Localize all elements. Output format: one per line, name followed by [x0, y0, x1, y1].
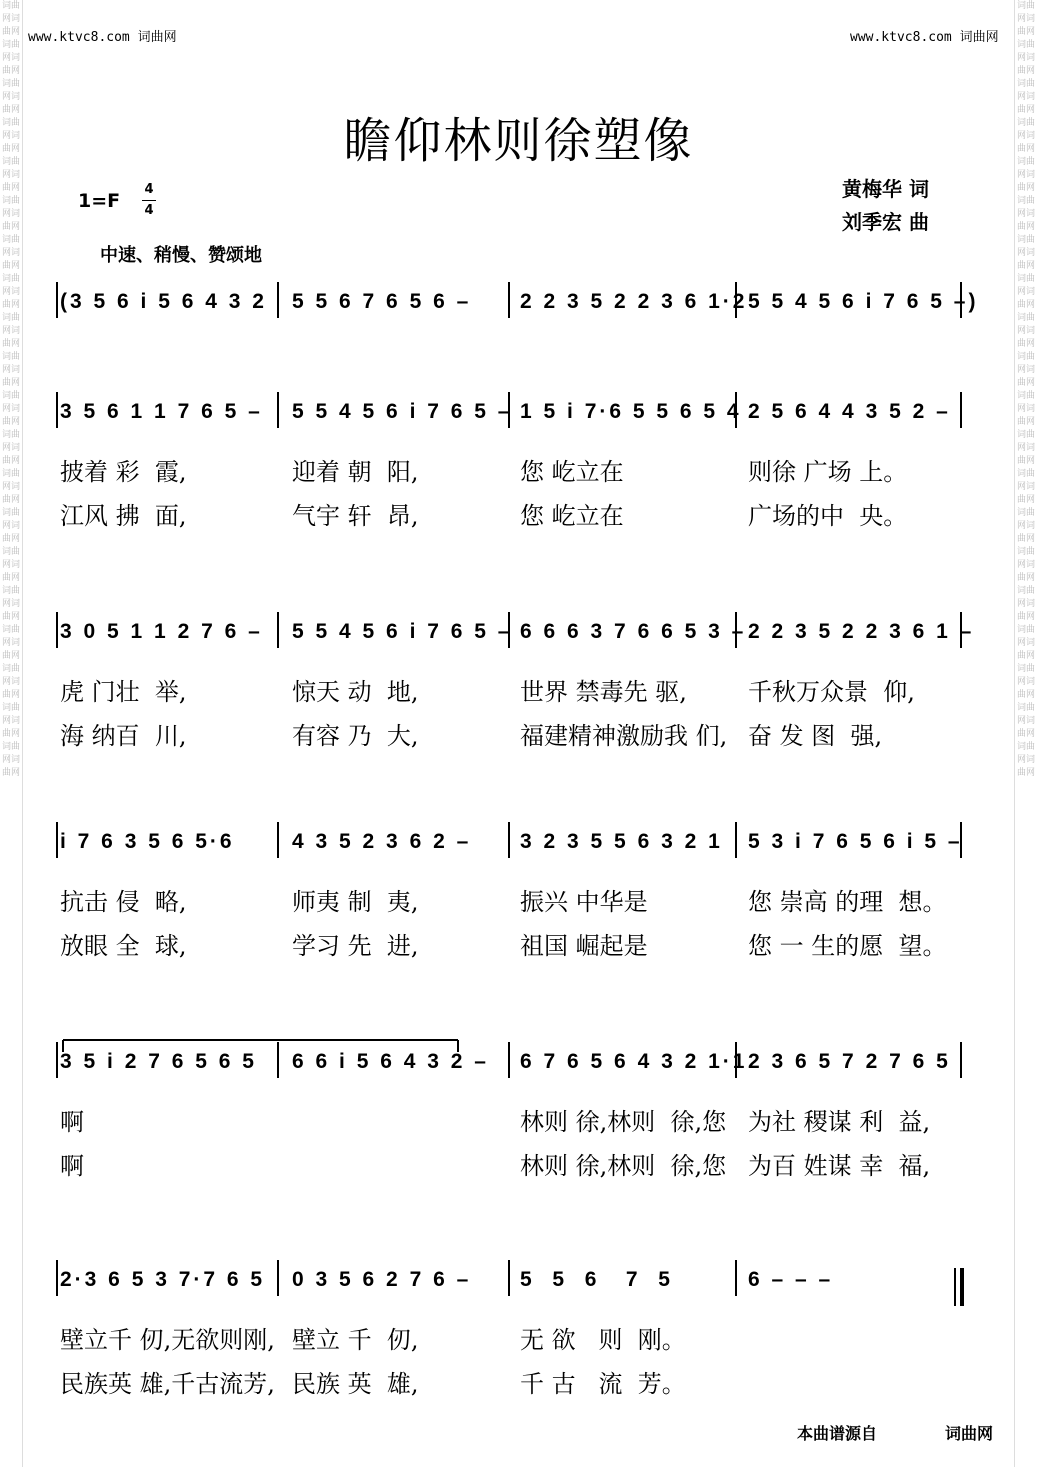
lyric-line-2: 江风 拂 面, — [60, 502, 187, 530]
watermark-url-right[interactable]: www.ktvc8.com 词曲网 — [850, 30, 999, 45]
measure-notes: 5 5 4 5 6 i 7 6 5 –) — [748, 290, 979, 313]
measure-notes: 6 – – – — [748, 1268, 834, 1291]
measure-notes: 5 3 i 7 6 5 6 i 5 – — [748, 830, 963, 853]
lyric-line-1: 世界 禁毒先 驱, — [520, 678, 687, 706]
left-watermark-strip: 词曲网词曲网词曲网词曲网词曲网词曲网词曲网词曲网词曲网词曲网词曲网词曲网词曲网词曲网词曲网词曲网词曲网词曲网词曲网词曲网词曲网词曲网词曲网词曲网词曲网词曲网词曲网词曲网词曲网词曲网词曲网词曲网词曲网词曲网词曲网词曲网词曲网词曲网词曲网词曲网 — [2, 1, 20, 778]
lyricist-credit: 黄梅华 词 — [842, 177, 929, 201]
time-signature-bottom: 4 — [144, 203, 154, 218]
lyric-line-1: 千秋万众景 仰, — [748, 678, 915, 706]
lyric-line-2: 您 屹立在 — [520, 502, 624, 530]
footer-source: 本曲谱源自 — [797, 1424, 878, 1443]
lyric-line-1: 您 崇高 的理 想。 — [748, 888, 947, 916]
lyric-line-2: 学习 先 进, — [292, 932, 419, 960]
key-signature: 1=F — [78, 190, 121, 212]
measure-notes: 6 6 i 5 6 4 3 2 – — [292, 1050, 489, 1073]
measure-notes: 5 5 6 7 5 — [520, 1268, 673, 1291]
measure-notes: 5 5 4 5 6 i 7 6 5 – — [292, 400, 513, 423]
lyric-line-1: 师夷 制 夷, — [292, 888, 419, 916]
tempo-marking: 中速、稍慢、赞颂地 — [100, 245, 262, 266]
measure-notes: 0 3 5 6 2 7 6 – — [292, 1268, 472, 1291]
measure-notes: (3 5 6 i 5 6 4 3 2 — [60, 290, 267, 313]
measure-notes: 2·3 6 5 3 7·7 6 5 — [60, 1268, 266, 1291]
lyric-line-2: 为百 姓谋 幸 福, — [748, 1152, 931, 1180]
lyric-line-2: 千 古 流 芳。 — [520, 1370, 686, 1398]
lyric-line-1: 壁立 千 仞, — [292, 1326, 419, 1354]
watermark-url-left[interactable]: www.ktvc8.com 词曲网 — [28, 30, 177, 45]
measure-notes: i 7 6 3 5 6 5·6 — [60, 830, 235, 853]
measure-notes: 1 5 i 7·6 5 5 6 5 4 — [520, 400, 742, 423]
lyric-line-1: 啊 — [60, 1108, 84, 1136]
measure-notes: 3 2 3 5 5 6 3 2 1 — [520, 830, 723, 853]
lyric-line-1: 迎着 朝 阳, — [292, 458, 419, 486]
lyric-line-2: 民族 英 雄, — [292, 1370, 419, 1398]
lyric-line-2: 有容 乃 大, — [292, 722, 419, 750]
lyric-line-1: 为社 稷谋 利 益, — [748, 1108, 931, 1136]
lyric-line-1: 无 欲 则 刚。 — [520, 1326, 686, 1354]
lyric-line-2: 广场的中 央。 — [748, 502, 908, 530]
lyric-line-1: 披着 彩 霞, — [60, 458, 187, 486]
composer-credit: 刘季宏 曲 — [842, 210, 929, 234]
time-signature-top: 4 — [144, 182, 154, 197]
measure-notes: 3 0 5 1 1 2 7 6 – — [60, 620, 263, 643]
measure-notes: 6 7 6 5 6 4 3 2 1·1 — [520, 1050, 748, 1073]
measure-notes: 3 5 6 1 1 7 6 5 – — [60, 400, 263, 423]
lyric-line-2: 您 一 生的愿 望。 — [748, 932, 947, 960]
lyric-line-1: 抗击 侵 略, — [60, 888, 187, 916]
right-watermark-strip: 词曲网词曲网词曲网词曲网词曲网词曲网词曲网词曲网词曲网词曲网词曲网词曲网词曲网词曲网词曲网词曲网词曲网词曲网词曲网词曲网词曲网词曲网词曲网词曲网词曲网词曲网词曲网词曲网词曲网词曲网词曲网词曲网词曲网词曲网词曲网词曲网词曲网词曲网词曲网词曲网 — [1017, 1, 1035, 778]
lyric-line-2: 气宇 轩 昂, — [292, 502, 419, 530]
measure-notes: 2 3 6 5 7 2 7 6 5 — [748, 1050, 951, 1073]
measure-notes: 4 3 5 2 3 6 2 – — [292, 830, 472, 853]
footer-site[interactable]: 词曲网 — [945, 1424, 994, 1443]
measure-notes: 2 5 6 4 4 3 5 2 – — [748, 400, 951, 423]
lyric-line-1: 您 屹立在 — [520, 458, 624, 486]
lyric-line-1: 壁立千 仞,无欲则刚, — [60, 1326, 275, 1354]
lyric-line-2: 祖国 崛起是 — [520, 932, 648, 960]
song-title: 瞻仰林则徐塑像 — [343, 113, 694, 169]
lyric-line-2: 民族英 雄,千古流芳, — [60, 1370, 275, 1398]
measure-notes: 6 6 6 3 7 6 6 5 3 – — [520, 620, 747, 643]
lyric-line-1: 虎 门壮 举, — [60, 678, 187, 706]
lyric-line-2: 放眼 全 球, — [60, 932, 187, 960]
lyric-line-1: 则徐 广场 上。 — [748, 458, 908, 486]
measure-notes: 5 5 4 5 6 i 7 6 5 – — [292, 620, 513, 643]
lyric-line-2: 奋 发 图 强, — [748, 722, 883, 750]
lyric-line-1: 振兴 中华是 — [520, 888, 648, 916]
lyric-line-1: 林则 徐,林则 徐,您 — [520, 1108, 727, 1136]
lyric-line-1: 惊天 动 地, — [292, 678, 419, 706]
lyric-line-2: 林则 徐,林则 徐,您 — [520, 1152, 727, 1180]
measure-notes: 5 5 6 7 6 5 6 – — [292, 290, 472, 313]
measure-notes: 2 2 3 5 2 2 3 6 1 – — [748, 620, 975, 643]
measure-notes: 3 5 i 2 7 6 5 6 5 — [60, 1050, 257, 1073]
measure-notes: 2 2 3 5 2 2 3 6 1·2 — [520, 290, 748, 313]
lyric-line-2: 啊 — [60, 1152, 84, 1180]
lyric-line-2: 海 纳百 川, — [60, 722, 187, 750]
lyric-line-2: 福建精神激励我 们, — [520, 722, 728, 750]
